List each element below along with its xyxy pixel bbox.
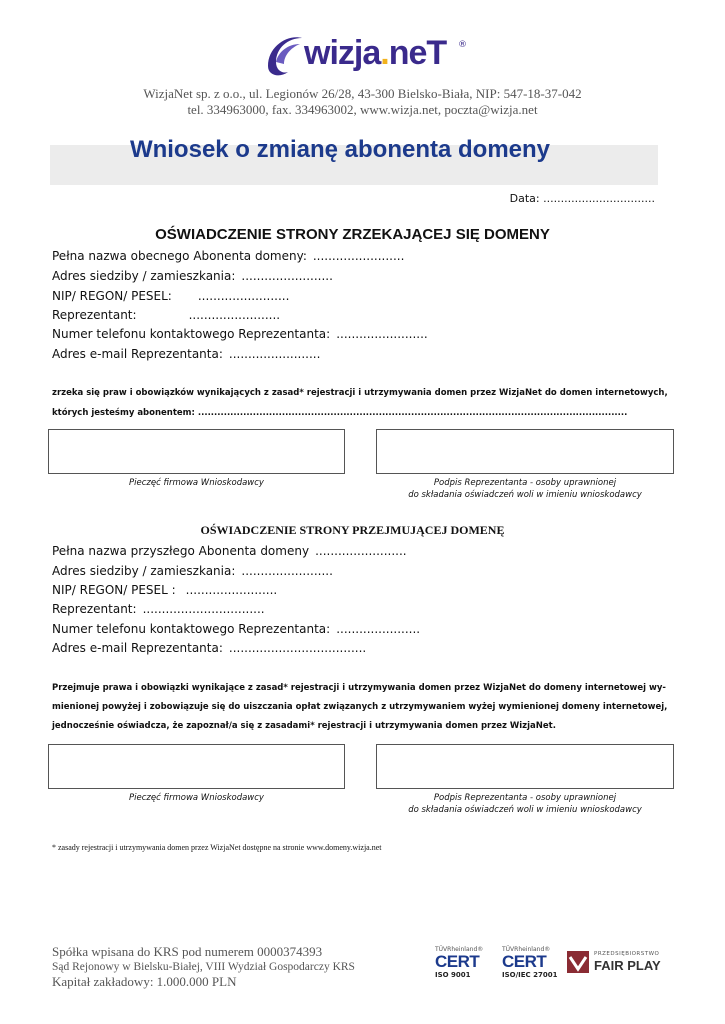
field-dots: ........................	[185, 583, 278, 597]
fair-play-badge	[567, 951, 677, 975]
section-heading-acquiring: OŚWIADCZENIE STRONY PRZEJMUJĄCEJ DOMENĘ	[200, 523, 505, 537]
field-dots: ........................	[241, 564, 333, 578]
company-stamp-box[interactable]	[48, 429, 345, 474]
section-heading-relinquishing: OŚWIADCZENIE STRONY ZRZEKAJĄCEJ SIĘ DOMENY	[155, 226, 550, 243]
field-label: Numer telefonu kontaktowego Reprezentanta:	[52, 327, 331, 341]
company-address-line: WizjaNet sp. z o.o., ul. Legionów 26/28, 43-300 Bielsko-Biała, NIP: 547-18-37-042	[143, 86, 582, 101]
field-dots: ......................	[336, 622, 421, 636]
field-future-subscriber-name[interactable]	[52, 544, 407, 558]
field-representative-email[interactable]	[52, 641, 366, 655]
wizjanet-swoosh-logo-icon	[262, 32, 306, 80]
fair-play-caption: PRZEDSIĘBIORSTWO	[594, 951, 660, 957]
field-label: Adres e-mail Reprezentanta:	[52, 347, 223, 361]
tuv-iso9001-badge	[435, 946, 493, 992]
footer-capital-line: Kapitał zakładowy: 1.000.000 PLN	[52, 974, 237, 989]
statement-text-line: Przejmuje prawa i obowiązki wynikające z zasad* rejestracji i utrzymywania domen przez WizjaNet do domeny internetowej wy-	[52, 683, 666, 693]
cert-title: CERT	[435, 952, 480, 971]
page-title: Wniosek o zmianę abonenta domeny	[129, 136, 551, 163]
field-current-subscriber-name[interactable]	[52, 249, 404, 263]
field-label: Adres e-mail Reprezentanta:	[52, 641, 223, 655]
field-dots: ................................	[142, 602, 265, 616]
field-nip-regon-pesel[interactable]	[52, 289, 289, 303]
field-dots: ........................	[312, 249, 405, 263]
field-dots: ........................	[228, 347, 321, 361]
field-label: Numer telefonu kontaktowego Reprezentanta:	[52, 622, 331, 636]
field-dots: ........................	[197, 289, 290, 303]
signature-box[interactable]	[376, 429, 674, 474]
statement-text-line: zrzeka się praw i obowiązków wynikających z zasad* rejestracji i utrzymywania domen przez WizjaNet do domen internetowych,	[52, 388, 668, 398]
field-representative[interactable]	[52, 308, 280, 322]
logo-wordmark: wizja.neT	[304, 34, 447, 72]
stamp-caption: Pieczęć firmowa Wnioskodawcy	[129, 478, 264, 488]
statement-text-line: mienionej powyżej i zobowiązuje się do uiszczania opłat związanych z utrzymywaniem wyżej wymienionej domeny internetowej,	[52, 702, 668, 712]
signature-caption-line-2: do składania oświadczeń woli w imieniu wnioskodawcy	[408, 490, 642, 500]
date-field[interactable]	[510, 192, 655, 205]
cert-standard: ISO/IEC 27001	[502, 971, 558, 979]
stamp-caption: Pieczęć firmowa Wnioskodawcy	[129, 793, 264, 803]
field-representative[interactable]	[52, 602, 265, 616]
fair-play-title: FAIR PLAY	[594, 958, 661, 973]
field-label: Adres siedziby / zamieszkania:	[52, 269, 236, 283]
date-dots: ................................	[543, 192, 655, 205]
field-representative-email[interactable]	[52, 347, 320, 361]
field-dots: ........................	[188, 308, 281, 322]
signature-box[interactable]	[376, 744, 674, 789]
field-dots: ........................	[315, 544, 407, 558]
footer-krs-line: Spółka wpisana do KRS pod numerem 0000374393	[52, 944, 323, 959]
footer-court-line: Sąd Rejonowy w Bielsku-Białej, VIII Wydział Gospodarczy KRS	[52, 961, 355, 973]
field-representative-phone[interactable]	[52, 622, 420, 636]
field-dots: ....................................	[228, 641, 367, 655]
footnote: * zasady rejestracji i utrzymywania domen przez WizjaNet dostępne na stronie www.domeny.wizja.net	[52, 843, 382, 852]
company-logo	[262, 30, 472, 80]
field-label: Adres siedziby / zamieszkania:	[52, 564, 236, 578]
tuv-iso27001-badge	[502, 946, 560, 992]
statement-text-line: których jesteśmy abonentem: .....................................................................................................................................	[52, 408, 628, 418]
fair-play-check-icon	[567, 951, 589, 973]
cert-title: CERT	[502, 952, 547, 971]
field-label: Pełna nazwa przyszłego Abonenta domeny	[52, 544, 310, 558]
field-label: Pełna nazwa obecnego Abonenta domeny:	[52, 249, 307, 263]
signature-caption-line-1: Podpis Reprezentanta - osoby uprawnionej	[433, 478, 617, 488]
field-label: NIP/ REGON/ PESEL :	[52, 583, 176, 597]
date-label: Data:	[509, 192, 540, 205]
field-label: Reprezentant:	[52, 308, 137, 322]
field-label: NIP/ REGON/ PESEL:	[52, 289, 172, 303]
company-contact-line: tel. 334963000, fax. 334963002, www.wizja.net, poczta@wizja.net	[187, 102, 538, 117]
statement-text-line: jednocześnie oświadcza, że zapoznał/a się z zasadami* rejestracji i utrzymywania domen przez WizjaNet.	[52, 721, 556, 731]
cert-brand: TÜVRheinland®	[435, 946, 484, 953]
signature-caption-line-1: Podpis Reprezentanta - osoby uprawnionej	[433, 793, 617, 803]
field-representative-phone[interactable]	[52, 327, 428, 341]
field-dots: ........................	[241, 269, 333, 283]
field-label: Reprezentant:	[52, 602, 137, 616]
field-address[interactable]	[52, 564, 333, 578]
signature-caption-line-2: do składania oświadczeń woli w imieniu wnioskodawcy	[408, 805, 642, 815]
field-dots: ........................	[336, 327, 428, 341]
cert-brand: TÜVRheinland®	[502, 946, 551, 953]
cert-standard: ISO 9001	[435, 971, 471, 979]
field-nip-regon-pesel[interactable]	[52, 583, 277, 597]
field-address[interactable]	[52, 269, 333, 283]
logo-registered-mark: ®	[458, 40, 467, 50]
company-stamp-box[interactable]	[48, 744, 345, 789]
